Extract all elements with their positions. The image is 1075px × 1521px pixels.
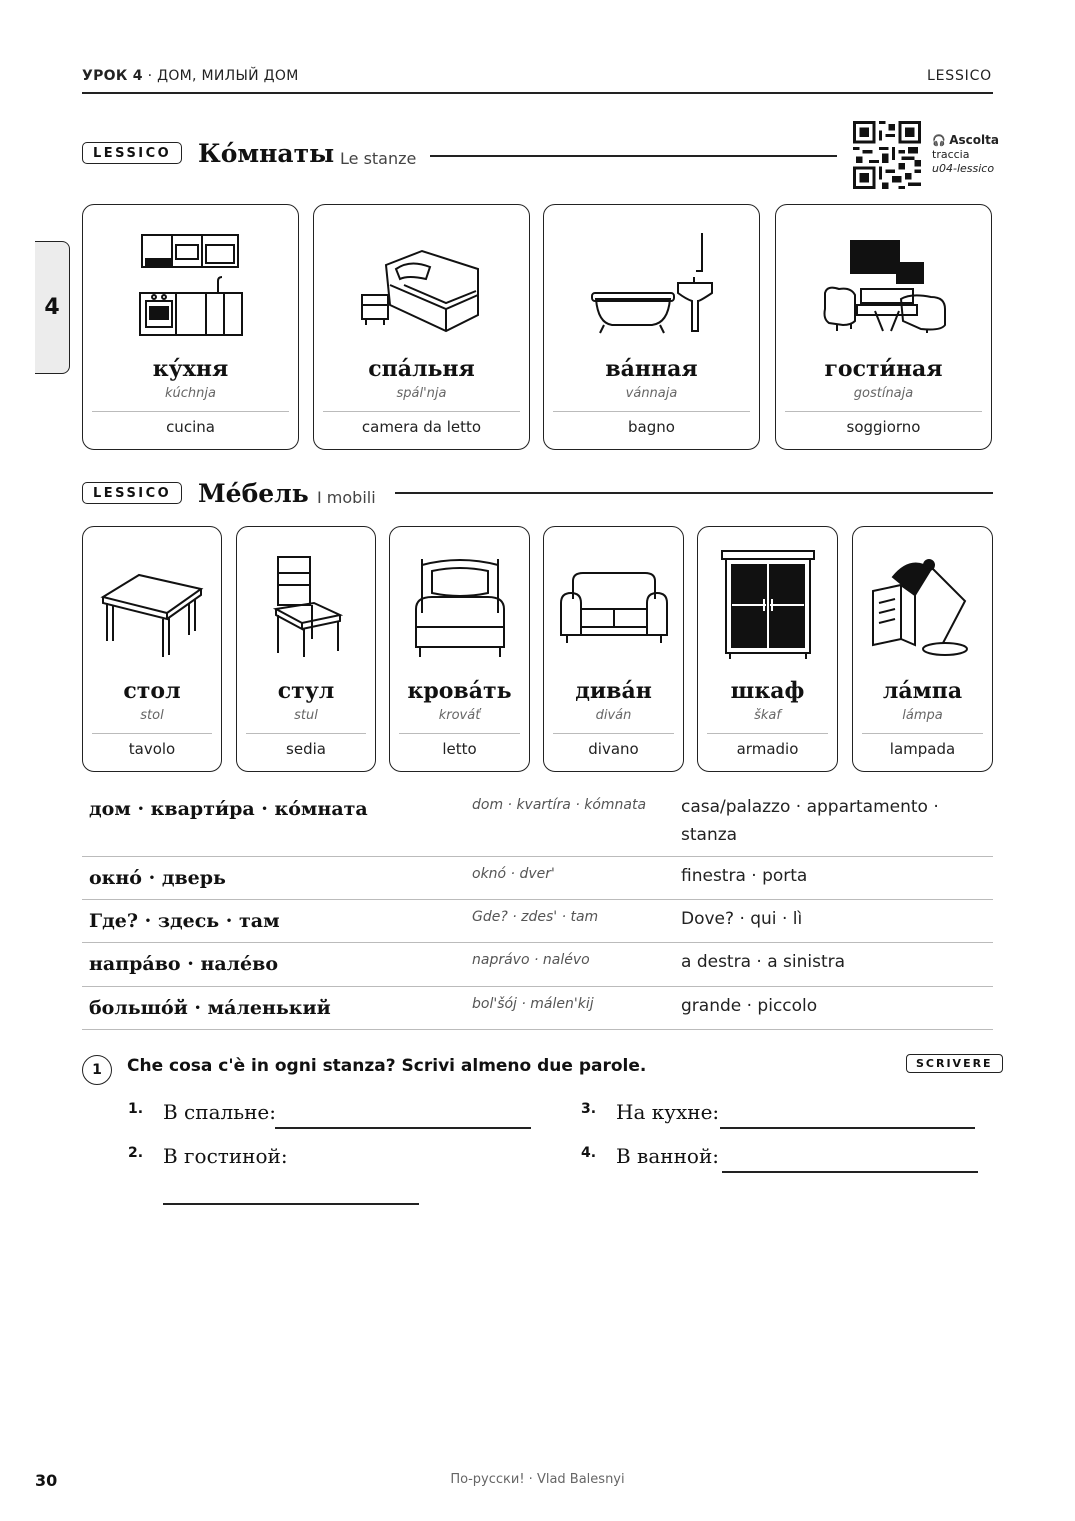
bed-illustration [412,553,508,659]
item-number: 3. [581,1101,597,1117]
header-rule [82,92,993,94]
furniture-translit: stul [294,708,318,723]
vocab-row [82,857,993,900]
room-card-livingroom [775,204,992,450]
vocab-russian: напра́во · нале́во [89,953,279,975]
furniture-translit: krováť [438,708,481,723]
page-number: 30 [35,1471,58,1490]
vocab-row [82,943,993,987]
room-italian: camera da letto [361,418,482,436]
answer-line[interactable] [163,1203,419,1205]
item-number: 4. [581,1145,597,1161]
card-divider [323,411,520,412]
audio-track: u04-lessico [932,162,995,175]
section-label: LESSICO [927,68,992,84]
section2-rule [395,492,993,494]
section1-title: Ко́мнаты [198,139,335,168]
card-divider [92,411,289,412]
sofa-illustration [557,569,671,645]
vocab-italian: grande · piccolo [681,996,818,1016]
room-word: ку́хня [152,356,229,382]
bedroom-illustration [360,245,484,335]
lamp-illustration [871,551,975,659]
card-divider [553,411,750,412]
card-divider [92,733,212,734]
lesson-label: УРОК 4 [82,68,143,84]
section1-tag: LESSICO [82,142,182,164]
answer-line[interactable] [722,1171,978,1173]
vocab-russian: окно́ · дверь [89,867,226,889]
room-word: спа́льня [368,356,475,382]
vocab-translit: naprávo · nalévo [472,952,590,968]
section1-subtitle: Le stanze [340,149,417,168]
room-italian: cucina [166,418,215,436]
vocab-translit: bol'šój · málen'kij [472,996,594,1012]
audio-title: Ascolta [949,133,999,147]
table-illustration [99,571,205,659]
furniture-italian: lampada [889,740,956,758]
headphones-icon: 🎧 [932,134,946,147]
answer-line[interactable] [275,1127,531,1129]
item-prompt: В спальне: [163,1100,277,1124]
wardrobe-illustration [720,549,816,661]
vocab-translit: dom · kvartíra · kómnata [472,797,647,813]
card-divider [246,733,366,734]
room-word: гости́ная [824,356,943,382]
vocab-russian: дом · кварти́ра · ко́мната [89,798,368,820]
audio-note [932,133,999,176]
furniture-translit: škaf [754,708,781,723]
furniture-card-sofa [543,526,684,772]
vocab-russian: большо́й · ма́ленький [89,997,331,1019]
room-translit: vánnaja [625,386,678,401]
audio-line1: traccia [932,148,970,161]
furniture-card-table [82,526,222,772]
exercise-number: 1 [82,1055,112,1085]
room-card-bathroom [543,204,760,450]
section2-subtitle: I mobili [317,488,376,507]
room-italian: bagno [628,418,675,436]
footer-credit: По-русски! · Vlad Balesnyi [450,1472,625,1487]
furniture-italian: armadio [736,740,799,758]
chair-illustration [268,553,344,659]
item-prompt: На кухне: [616,1100,720,1124]
card-divider [707,733,828,734]
card-divider [553,733,674,734]
furniture-italian: letto [442,740,477,758]
section2-title: Ме́бель [198,479,309,508]
chapter-tab: 4 [35,241,70,374]
vocab-italian: Dove? · qui · lì [681,909,803,929]
vocab-italian: finestra · porta [681,866,808,886]
furniture-word: ла́мпа [882,678,963,704]
furniture-italian: divano [588,740,639,758]
item-number: 1. [128,1101,144,1117]
exercise-tag: SCRIVERE [906,1054,1003,1073]
furniture-word: дива́н [575,678,652,704]
room-card-bedroom [313,204,530,450]
furniture-translit: lámpa [902,708,943,723]
furniture-word: стол [123,678,181,704]
card-divider [785,411,982,412]
furniture-translit: stol [140,708,164,723]
furniture-card-wardrobe [697,526,838,772]
vocab-italian: a destra · a sinistra [681,952,846,972]
section2-tag: LESSICO [82,482,182,504]
item-prompt: В гостиной: [163,1144,288,1168]
vocab-translit: oknó · dver' [472,866,555,882]
answer-line[interactable] [720,1127,975,1129]
item-number: 2. [128,1145,144,1161]
room-word: ва́нная [605,356,698,382]
vocab-row [82,987,993,1030]
lesson-title: · ДОМ, МИЛЫЙ ДОМ [147,68,299,84]
furniture-translit: diván [595,708,632,723]
room-italian: soggiorno [846,418,921,436]
furniture-word: шкаф [730,678,805,704]
room-translit: spál'nja [396,386,447,401]
bathroom-illustration [590,231,714,335]
furniture-word: стул [277,678,335,704]
furniture-italian: sedia [286,740,326,758]
vocab-translit: Gde? · zdes' · tam [472,909,599,925]
furniture-word: крова́ть [407,678,512,704]
vocab-russian: Где? · здесь · там [89,910,280,932]
card-divider [862,733,983,734]
room-translit: kúchnja [165,386,216,401]
exercise-question: Che cosa c'è in ogni stanza? Scrivi almeno due parole. [127,1056,647,1076]
vocab-row [82,790,993,857]
furniture-card-chair [236,526,376,772]
livingroom-illustration [821,239,947,335]
kitchen-illustration [136,231,246,337]
vocab-italian: casa/palazzo · appartamento · stanza [681,797,939,845]
room-card-kitchen [82,204,299,450]
qr-code-icon[interactable] [853,121,921,189]
room-translit: gostínaja [853,386,914,401]
furniture-card-bed [389,526,530,772]
vocab-row [82,900,993,943]
furniture-italian: tavolo [128,740,176,758]
card-divider [399,733,520,734]
section1-rule [430,155,837,157]
running-header [82,68,299,84]
item-prompt: В ванной: [616,1144,720,1168]
furniture-card-lamp [852,526,993,772]
